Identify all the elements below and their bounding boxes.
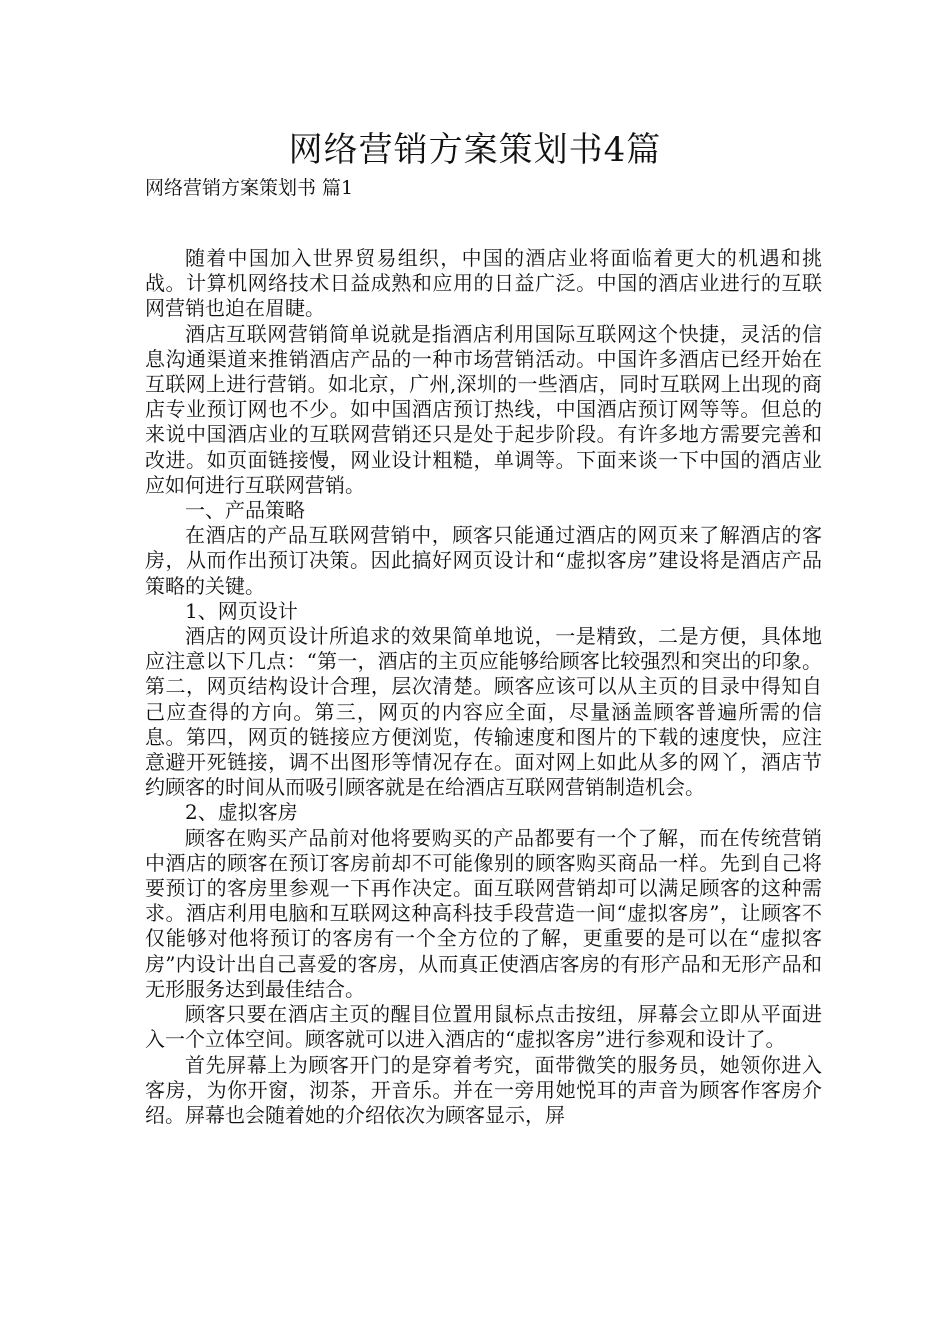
document-body — [145, 246, 822, 1128]
paragraph-web-design: 酒店的网页设计所追求的效果简单地说，一是精致，二是方便，具体地应注意以下几点：“第一，酒店的主页应能够给顾客比较强烈和突出的印象。第二，网页结构设计合理，层次清楚。顾客应该可以从主页的目录中得知自己应查得的方向。第三，网页的内容应全面，尽量涵盖顾客普遍所需的信息。第四，网页的链接应方便浏览，传输速度和图片的下载的速度快，应注意避开死链接，调不出图形等情况存在。面对网上如此从多的网丫，酒店节约顾客的时间从而吸引顾客就是在给酒店互联网营销制造机会。 — [145, 624, 822, 800]
paragraph-intro: 随着中国加入世界贸易组织，中国的酒店业将面临着更大的机遇和挑战。计算机网络技术日益成熟和应用的日益广泛。中国的酒店业进行的互联网营销也迫在眉睫。 — [145, 246, 822, 321]
heading-virtual-room: 2、虚拟客房 — [185, 800, 298, 825]
heading-web-design: 1、网页设计 — [185, 598, 298, 623]
paragraph-virtual-room-entry: 顾客只要在酒店主页的醒目位置用鼠标点击按纽，屏幕会立即从平面进入一个立体空间。顾客就可以进入酒店的“虚拟客房”进行参观和设计了。 — [145, 1002, 822, 1052]
paragraph-virtual-room: 顾客在购买产品前对他将要购买的产品都要有一个了解，而在传统营销中酒店的顾客在预订客房前却不可能像别的顾客购买商品一样。先到自己将要预订的客房里参观一下再作决定。面互联网营销却可以满足顾客的这种需求。酒店利用电脑和互联网这种高科技手段营造一间“虚拟客房”，让顾客不仅能够对他将预订的客房有一个全方位的了解，更重要的是可以在“虚拟客房”内设计出自己喜爱的客房，从而真正使酒店客房的有形产品和无形产品和无形服务达到最佳结合。 — [145, 825, 822, 1001]
paragraph-virtual-room-tour: 首先屏幕上为顾客开门的是穿着考究，面带微笑的服务员，她领你进入客房，为你开窗，沏茶，开音乐。并在一旁用她悦耳的声音为顾客作客房介绍。屏幕也会随着她的介绍依次为顾客显示，屏 — [145, 1052, 822, 1127]
heading-product-strategy: 一、产品策略 — [185, 498, 305, 523]
paragraph-product-strategy: 在酒店的产品互联网营销中，顾客只能通过酒店的网页来了解酒店的客房，从而作出预订决策。因此搞好网页设计和“虚拟客房”建设将是酒店产品策略的关键。 — [145, 523, 822, 598]
document-subtitle: 网络营销方案策划书 篇1 — [145, 177, 354, 199]
paragraph-definition: 酒店互联网营销简单说就是指酒店利用国际互联网这个快捷，灵活的信息沟通渠道来推销酒店产品的一种市场营销活动。中国许多酒店已经开始在互联网上进行营销。如北京，广州,深圳的一些酒店，同时互联网上出现的商店专业预订网也不少。如中国酒店预订热线，中国酒店预订网等等。但总的来说中国酒店业的互联网营销还只是处于起步阶段。有许多地方需要完善和改进。如页面链接慢，网业设计粗糙，单调等。下面来谈一下中国的酒店业应如何进行互联网营销。 — [145, 321, 822, 497]
document-title: 网络营销方案策划书4篇 — [288, 130, 662, 170]
